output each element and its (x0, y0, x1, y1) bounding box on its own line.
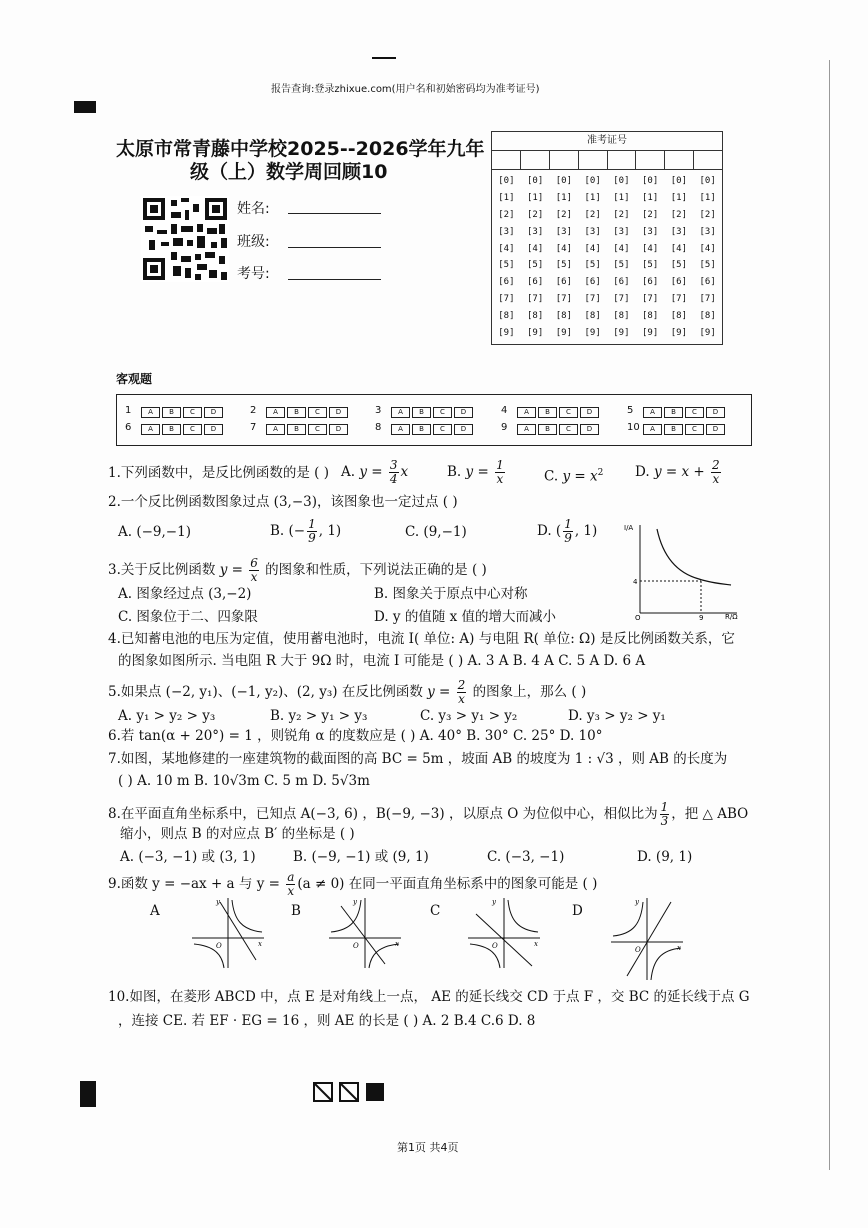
admission-digit-bubble[interactable]: [6] (699, 277, 716, 288)
answer-question-number: 10 (627, 422, 640, 433)
admission-digit-bubble[interactable]: [3] (699, 226, 716, 237)
answer-question-number: 3 (375, 405, 382, 416)
answer-bubble-b[interactable]: B (664, 407, 683, 418)
class-label: 班级: (237, 234, 270, 250)
answer-bubble-c[interactable]: C (183, 407, 202, 418)
qr-code-icon (141, 196, 229, 282)
answer-bubble-c[interactable]: C (685, 407, 704, 418)
svg-text:O: O (353, 942, 359, 950)
q5-option-c: C. y₃ > y₁ > y₂ (420, 708, 518, 724)
q10-line2: ，连接 CE. 若 EF · EG = 16 ，则 AE 的长是 ( ) A. 2 B.4 C.6 D. 8 (118, 1013, 536, 1029)
answer-question-number: 6 (125, 422, 132, 433)
svg-text:O: O (216, 942, 222, 950)
q2-option-c: C. (9,−1) (405, 524, 467, 540)
answer-bubble-a[interactable]: A (266, 407, 285, 418)
admission-digit-bubble[interactable]: [3] (526, 226, 544, 237)
admission-digit-bubble[interactable]: [1] (584, 193, 601, 204)
admission-digit-bubble[interactable]: [7] (699, 293, 716, 304)
footer-left-mark (80, 1081, 96, 1107)
admission-digit-bubble[interactable]: [4] (641, 243, 659, 254)
admission-digit-bubble[interactable]: [6] (584, 277, 601, 288)
svg-text:O: O (492, 942, 498, 950)
admission-digit-bubble[interactable]: [0] (641, 176, 659, 187)
admission-digit-bubble[interactable]: [7] (641, 293, 659, 304)
admission-digit-bubble[interactable]: [5] (584, 260, 601, 271)
answer-bubble-b[interactable]: B (538, 407, 557, 418)
answer-bubble-d[interactable]: D (580, 424, 599, 435)
number-label: 考号: (237, 266, 270, 282)
admission-digit-bubble[interactable]: [4] (670, 243, 687, 254)
q9-stem: 9.函数 y = −ax + a 与 y = $\frac{a}{x}$ (a ≠ 0) 在同一平面直角坐标系中的图象可能是 ( ) (108, 870, 598, 898)
q3-option-a: A. 图象经过点 (3,−2) (118, 586, 252, 602)
answer-bubble-b[interactable]: B (664, 424, 683, 435)
q1-stem: 1.下列函数中，是反比例函数的是 ( ) (108, 465, 329, 481)
answer-bubble-b[interactable]: B (412, 424, 431, 435)
top-dash (372, 57, 396, 59)
answer-sheet (116, 394, 752, 446)
q1-option-d: D. y = x + $\frac{2}{x}$ (635, 458, 720, 486)
admission-digit-bubble[interactable]: [7] (670, 293, 687, 304)
answer-bubble-d[interactable]: D (454, 407, 473, 418)
admission-digit-column[interactable] (521, 170, 550, 344)
q3-option-c: C. 图象位于二、四象限 (118, 609, 258, 625)
admission-digit-bubble[interactable]: [1] (670, 193, 687, 204)
svg-text:x: x (534, 940, 538, 948)
admission-digit-bubble[interactable]: [1] (699, 193, 716, 204)
svg-text:x: x (677, 944, 681, 952)
q1-option-c: C. $y = x^2$ (544, 468, 604, 485)
q4-graph (619, 517, 745, 620)
admission-digit-bubble[interactable]: [8] (613, 310, 630, 321)
answer-question-number: 1 (125, 405, 132, 416)
right-edge-line (829, 60, 830, 1170)
admission-digit-bubble[interactable]: [8] (641, 310, 659, 321)
q8-option-b: B. (−9, −1) 或 (9, 1) (293, 849, 429, 865)
q8-option-a: A. (−3, −1) 或 (3, 1) (120, 849, 256, 865)
q9-graph-d (609, 896, 685, 982)
q8-option-c: C. (−3, −1) (487, 849, 565, 865)
answer-bubble-d[interactable]: D (329, 407, 348, 418)
admission-digit-bubble[interactable]: [8] (699, 310, 716, 321)
admission-digit-bubble[interactable]: [8] (555, 310, 572, 321)
answer-bubble-c[interactable]: C (433, 407, 452, 418)
q4-line2: 的图象如图所示. 当电阻 R 大于 9Ω 时，电流 I 可能是 ( ) A. 3 A B. 4 A C. 5 A D. 6 A (118, 653, 646, 669)
admission-digit-bubble[interactable]: [2] (699, 209, 716, 220)
answer-bubble-a[interactable]: A (141, 424, 160, 435)
answer-bubble-d[interactable]: D (204, 424, 223, 435)
answer-bubble-a[interactable]: A (517, 424, 536, 435)
q4-x-tick: 9 (699, 614, 704, 620)
admission-digit-bubble[interactable]: [9] (670, 327, 687, 338)
q5-option-b: B. y₂ > y₁ > y₃ (270, 708, 368, 724)
q9-graph-c (466, 896, 542, 970)
svg-text:y: y (216, 898, 220, 906)
admission-digit-bubble[interactable]: [2] (613, 209, 630, 220)
answer-bubble-a[interactable]: A (643, 407, 662, 418)
admission-digit-bubble[interactable]: [5] (699, 260, 716, 271)
admission-digit-bubble[interactable]: [1] (555, 193, 572, 204)
admission-digit-bubble[interactable]: [9] (555, 327, 572, 338)
admission-digit-bubble[interactable]: [6] (498, 277, 515, 288)
answer-bubble-d[interactable]: D (706, 424, 725, 435)
admission-number-grid (491, 131, 723, 345)
svg-text:y: y (492, 898, 496, 906)
name-field[interactable] (288, 213, 381, 214)
q6-stem: 6.若 tan(α + 20°) = 1 ，则锐角 α 的度数应是 ( ) A. 40° B. 30° C. 25° D. 10° (108, 728, 603, 744)
answer-bubble-b[interactable]: B (412, 407, 431, 418)
admission-digit-bubble[interactable]: [5] (670, 260, 687, 271)
answer-bubble-d[interactable]: D (204, 407, 223, 418)
admission-digit-column[interactable] (550, 170, 579, 344)
admission-digit-bubble[interactable]: [8] (498, 310, 515, 321)
q4-y-axis-label: I/A (624, 524, 634, 532)
answer-bubble-c[interactable]: C (183, 424, 202, 435)
answer-bubble-c[interactable]: C (433, 424, 452, 435)
admission-digit-bubble[interactable]: [7] (498, 293, 515, 304)
q7-line2: ( ) A. 10 m B. 10√3m C. 5 m D. 5√3m (118, 773, 370, 789)
admission-digit-bubble[interactable]: [3] (498, 226, 515, 237)
admission-digit-bubble[interactable]: [6] (641, 277, 659, 288)
admission-digit-bubble[interactable]: [2] (526, 209, 544, 220)
svg-text:x: x (258, 940, 262, 948)
answer-bubble-c[interactable]: C (559, 407, 578, 418)
admission-digit-bubble[interactable]: [4] (555, 243, 572, 254)
q4-line1: 4.已知蓄电池的电压为定值，使用蓄电池时，电流 I( 单位: A) 与电阻 R( 单位: Ω) 是反比例函数关系，它 (108, 631, 735, 647)
q9-label-d: D (572, 903, 583, 919)
admission-digit-bubble[interactable]: [9] (526, 327, 544, 338)
admission-digit-column[interactable] (665, 170, 694, 344)
header-note: 报告查询:登录zhixue.com(用户名和初始密码均为准考证号) (271, 84, 540, 95)
admission-digit-bubble[interactable]: [7] (584, 293, 601, 304)
admission-digit-bubble[interactable]: [0] (498, 176, 515, 187)
svg-text:O: O (635, 946, 641, 954)
q4-y-tick: 4 (633, 578, 638, 586)
answer-bubble-b[interactable]: B (287, 407, 306, 418)
admission-digit-bubble[interactable]: [7] (526, 293, 544, 304)
admission-digit-bubble[interactable]: [9] (699, 327, 716, 338)
admission-digit-bubble[interactable]: [5] (613, 260, 630, 271)
exam-title-line1: 太原市常青藤中学校2025--2026学年九年 (116, 138, 485, 160)
class-field[interactable] (288, 247, 381, 248)
answer-bubble-a[interactable]: A (517, 407, 536, 418)
q1-option-b: B. y = $\frac{1}{x}$ (447, 458, 504, 486)
q5-option-a: A. y₁ > y₂ > y₃ (118, 708, 216, 724)
q5-option-d: D. y₃ > y₂ > y₁ (568, 708, 666, 724)
answer-bubble-a[interactable]: A (391, 424, 410, 435)
q9-graph-a (190, 896, 266, 970)
q2-option-a: A. (−9,−1) (118, 524, 191, 540)
answer-bubble-a[interactable]: A (141, 407, 160, 418)
answer-question-number: 2 (250, 405, 257, 416)
admission-digit-bubble[interactable]: [2] (641, 209, 659, 220)
admission-digit-bubble[interactable]: [8] (526, 310, 544, 321)
admission-digit-bubble[interactable]: [3] (555, 226, 572, 237)
q10-line1: 10.如图，在菱形 ABCD 中，点 E 是对角线上一点， AE 的延长线交 CD 于点 F ，交 BC 的延长线于点 G (108, 989, 750, 1005)
admission-digit-bubble[interactable]: [6] (526, 277, 544, 288)
answer-question-number: 5 (627, 405, 634, 416)
admission-digit-bubble[interactable]: [4] (498, 243, 515, 254)
admission-digit-bubble[interactable]: [3] (670, 226, 687, 237)
answer-bubble-d[interactable]: D (580, 407, 599, 418)
answer-bubble-a[interactable]: A (643, 424, 662, 435)
admission-digit-column[interactable] (492, 170, 521, 344)
admission-digit-bubble[interactable]: [8] (670, 310, 687, 321)
admission-digit-bubble[interactable]: [0] (555, 176, 572, 187)
admission-digit-bubble[interactable]: [3] (641, 226, 659, 237)
q3-option-d: D. y 的值随 x 值的增大而减小 (374, 609, 557, 625)
admission-header: 准考证号 (492, 132, 722, 151)
answer-bubble-d[interactable]: D (706, 407, 725, 418)
admission-digit-bubble[interactable]: [0] (526, 176, 544, 187)
answer-bubble-b[interactable]: B (287, 424, 306, 435)
admission-digit-column[interactable] (636, 170, 665, 344)
q9-label-a: A (150, 903, 160, 919)
answer-bubble-c[interactable]: C (685, 424, 704, 435)
corner-mark (74, 101, 96, 113)
q4-origin: O (635, 614, 641, 620)
admission-digit-bubble[interactable]: [9] (498, 327, 515, 338)
admission-digit-bubble[interactable]: [9] (584, 327, 601, 338)
svg-text:x: x (395, 940, 399, 948)
q9-label-c: C (430, 903, 441, 919)
q3-stem: 3.关于反比例函数 y = $\frac{6}{x}$ 的图象和性质，下列说法正确的是 ( ) (108, 556, 487, 584)
footer-boxes-icon (313, 1082, 388, 1104)
answer-bubble-b[interactable]: B (538, 424, 557, 435)
q9-label-b: B (291, 903, 301, 919)
admission-digit-bubble[interactable]: [5] (555, 260, 572, 271)
admission-digit-bubble[interactable]: [1] (498, 193, 515, 204)
number-field[interactable] (288, 279, 381, 280)
admission-digit-bubble[interactable]: [4] (613, 243, 630, 254)
admission-digit-bubble[interactable]: [1] (641, 193, 659, 204)
admission-digit-bubble[interactable]: [0] (584, 176, 601, 187)
answer-question-number: 9 (501, 422, 508, 433)
admission-digit-bubble[interactable]: [3] (584, 226, 601, 237)
admission-digit-bubble[interactable]: [2] (555, 209, 572, 220)
q1-option-a: A. y = $\frac{3}{4}$ x (341, 458, 409, 486)
admission-digit-bubble[interactable]: [5] (526, 260, 544, 271)
admission-digit-bubble[interactable]: [3] (613, 226, 630, 237)
admission-digit-bubble[interactable]: [4] (526, 243, 544, 254)
admission-digit-column[interactable] (607, 170, 636, 344)
q2-option-b: B. (− $\frac{1}{9}$ , 1) (270, 517, 342, 545)
admission-digit-bubble[interactable]: [0] (670, 176, 687, 187)
admission-digit-bubble[interactable]: [5] (641, 260, 659, 271)
admission-digit-bubble[interactable]: [9] (641, 327, 659, 338)
admission-digit-bubble[interactable]: [7] (613, 293, 630, 304)
admission-input-row[interactable] (492, 151, 722, 170)
admission-digit-bubble[interactable]: [6] (613, 277, 630, 288)
admission-digit-bubble[interactable]: [2] (584, 209, 601, 220)
svg-text:y: y (635, 898, 639, 906)
q8-line1: 8.在平面直角坐标系中，已知点 A(−3, 6) ，B(−9, −3) ，以原点 O 为位似中心，相似比为 $\frac{1}{3}$ ，把 △ ABO (108, 800, 749, 828)
admission-digit-bubble[interactable]: [4] (699, 243, 716, 254)
answer-bubble-a[interactable]: A (391, 407, 410, 418)
admission-digit-columns[interactable] (492, 170, 722, 344)
admission-digit-bubble[interactable]: [9] (613, 327, 630, 338)
admission-digit-bubble[interactable]: [7] (555, 293, 572, 304)
answer-bubble-d[interactable]: D (454, 424, 473, 435)
admission-digit-bubble[interactable]: [6] (555, 277, 572, 288)
admission-digit-bubble[interactable]: [0] (613, 176, 630, 187)
answer-bubble-d[interactable]: D (329, 424, 348, 435)
page-number: 第1页 共4页 (397, 1141, 459, 1154)
admission-digit-bubble[interactable]: [0] (699, 176, 716, 187)
answer-question-number: 4 (501, 405, 508, 416)
answer-question-number: 8 (375, 422, 382, 433)
q2-stem: 2.一个反比例函数图象过点 (3,−3)，该图象也一定过点 ( ) (108, 494, 458, 510)
q3-option-b: B. 图象关于原点中心对称 (374, 586, 528, 602)
admission-digit-column[interactable] (578, 170, 607, 344)
admission-digit-bubble[interactable]: [5] (498, 260, 515, 271)
svg-text:y: y (353, 898, 357, 906)
q9-graph-b (327, 896, 403, 970)
q7-line1: 7.如图，某地修建的一座建筑物的截面图的高 BC = 5m ，坡面 AB 的坡度为 1 : √3 ，则 AB 的长度为 (108, 751, 728, 767)
section-objective: 客观题 (116, 372, 153, 386)
admission-digit-bubble[interactable]: [1] (613, 193, 630, 204)
admission-digit-bubble[interactable]: [2] (498, 209, 515, 220)
admission-digit-bubble[interactable]: [6] (670, 277, 687, 288)
admission-digit-column[interactable] (693, 170, 722, 344)
admission-digit-bubble[interactable]: [2] (670, 209, 687, 220)
q4-x-axis-label: R/Ω (725, 613, 738, 620)
q2-option-d: D. ( $\frac{1}{9}$ , 1) (537, 517, 598, 545)
q8-option-d: D. (9, 1) (637, 849, 693, 865)
answer-bubble-a[interactable]: A (266, 424, 285, 435)
answer-bubble-c[interactable]: C (308, 424, 327, 435)
answer-bubble-b[interactable]: B (162, 407, 181, 418)
answer-bubble-b[interactable]: B (162, 424, 181, 435)
name-label: 姓名: (237, 201, 270, 217)
answer-bubble-c[interactable]: C (559, 424, 578, 435)
answer-bubble-c[interactable]: C (308, 407, 327, 418)
answer-question-number: 7 (250, 422, 257, 433)
admission-digit-bubble[interactable]: [1] (526, 193, 544, 204)
q8-line2: 缩小，则点 B 的对应点 B′ 的坐标是 ( ) (120, 826, 355, 842)
q5-stem: 5.如果点 (−2, y₁)、(−1, y₂)、(2, y₃) 在反比例函数 y = $\frac{2}{x}$ 的图象上，那么 ( ) (108, 678, 587, 706)
exam-title-line2: 级（上）数学周回顾10 (190, 161, 388, 183)
admission-digit-bubble[interactable]: [4] (584, 243, 601, 254)
admission-digit-bubble[interactable]: [8] (584, 310, 601, 321)
